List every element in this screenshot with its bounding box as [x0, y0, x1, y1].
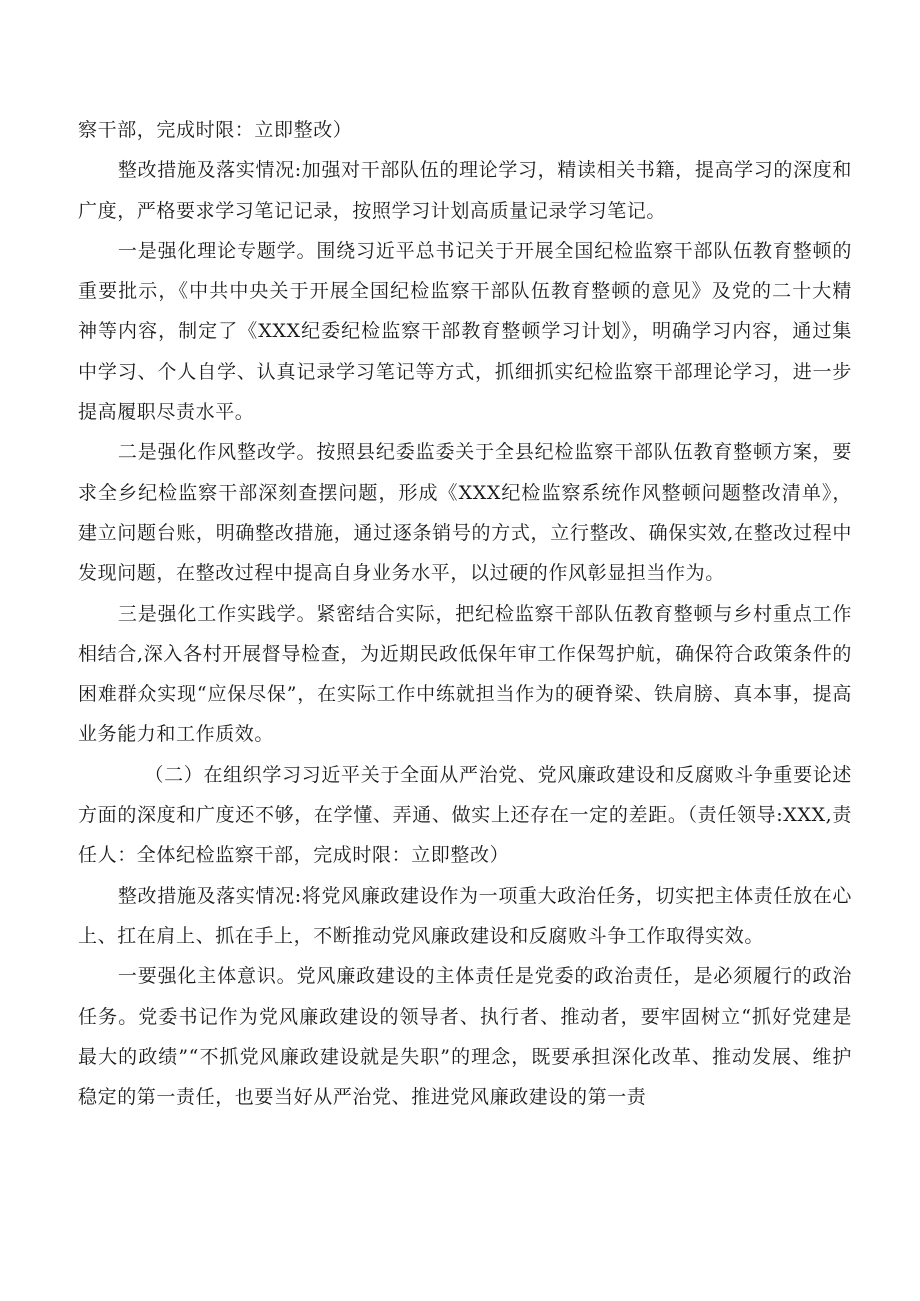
paragraph-rectification-measures-1: 整改措施及落实情况:加强对干部队伍的理论学习，精读相关书籍，提高学习的深度和广度，严格要求学习笔记记录，按照学习计划高质量记录学习笔记。: [78, 159, 852, 222]
paragraph-main-responsibility: 一要强化主体意识。党风廉政建设的主体责任是党委的政治责任，是必须履行的政治任务。党委书记作为党风廉政建设的领导者、执行者、推动者，要牢固树立“抓好党建是最大的政绩”“不抓党风廉政建设就是失职”的理念，既要承担深化改革、推动发展、维护稳定的第一责任，也要当好从严治党、推进党风廉政建设的第一责: [78, 965, 852, 1109]
paragraph-issue-two: （二）在组织学习习近平关于全面从严治党、党风廉政建设和反腐败斗争重要论述方面的深度和广度还不够，在学懂、弄通、做实上还存在一定的差距。（责任领导:XXX,责任人：全体纪检监察干部，完成时限：立即整改）: [78, 763, 852, 867]
paragraph-continuation: 察干部，完成时限：立即整改）: [78, 119, 353, 141]
paragraph-theory-study: 一是强化理论专题学。围绕习近平总书记关于开展全国纪检监察干部队伍教育整顿的重要批示，《中共中央关于开展全国纪检监察干部队伍教育整顿的意见》及党的二十大精神等内容，制定了《XXX纪委纪检监察干部教育整顿学习计划》，明确学习内容，通过集中学习、个人自学、认真记录学习笔记等方式，抓细抓实纪检监察干部理论学习，进一步提高履职尽责水平。: [78, 239, 852, 424]
paragraph-work-practice: 三是强化工作实践学。紧密结合实际，把纪检监察干部队伍教育整顿与乡村重点工作相结合,深入各村开展督导检查，为近期民政低保年审工作保驾护航，确保符合政策条件的困难群众实现“应保尽保”，在实际工作中练就担当作为的硬脊梁、铁肩膀、真本事，提高业务能力和工作质效。: [78, 602, 852, 746]
paragraph-style-rectification: 二是强化作风整改学。按照县纪委监委关于全县纪检监察干部队伍教育整顿方案，要求全乡纪检监察干部深刻查摆问题，形成《XXX纪检监察系统作风整顿问题整改清单》，建立问题台账，明确整改措施，通过逐条销号的方式，立行整改、确保实效,在整改过程中发现问题，在整改过程中提高自身业务水平，以过硬的作风彰显担当作为。: [78, 441, 852, 585]
paragraph-rectification-measures-2: 整改措施及落实情况:将党风廉政建设作为一项重大政治任务，切实把主体责任放在心上、扛在肩上、抓在手上，不断推动党风廉政建设和反腐败斗争工作取得实效。: [78, 884, 852, 947]
